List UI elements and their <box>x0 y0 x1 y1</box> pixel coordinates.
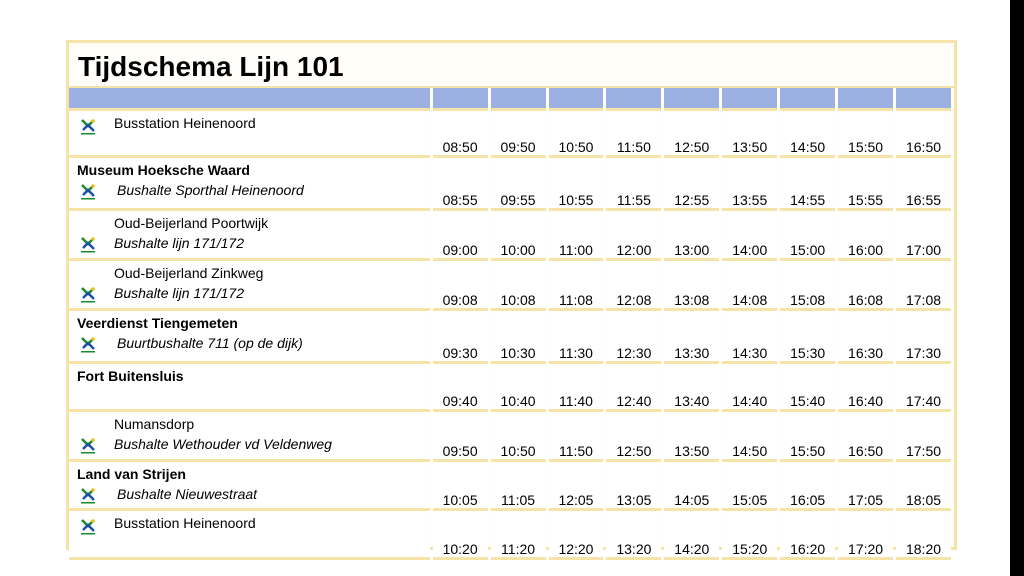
stop-name: Oud-Beijerland Poortwijk <box>114 215 269 231</box>
departure-time: 18:20 <box>896 511 951 560</box>
stop-sub-name: Bushalte lijn 171/172 <box>114 235 244 251</box>
table-row <box>69 462 951 511</box>
departure-time: 10:40 <box>491 364 546 412</box>
departure-time: 10:05 <box>433 462 488 511</box>
table-row <box>69 158 951 211</box>
departure-time: 15:00 <box>780 211 835 261</box>
departure-time: 09:55 <box>491 158 546 211</box>
departure-time: 11:05 <box>491 462 546 511</box>
departure-time: 15:50 <box>780 412 835 462</box>
header-cell-time <box>780 88 835 111</box>
departure-time: 17:30 <box>896 311 951 364</box>
bus-operator-logo-icon <box>78 517 98 537</box>
departure-time: 16:05 <box>780 462 835 511</box>
departure-time: 12:08 <box>606 261 661 311</box>
departure-time: 17:40 <box>896 364 951 412</box>
departure-time: 14:00 <box>722 211 777 261</box>
page-title: Tijdschema Lijn 101 <box>69 43 954 88</box>
table-row <box>69 511 951 560</box>
departure-time: 14:08 <box>722 261 777 311</box>
departure-time: 15:08 <box>780 261 835 311</box>
departure-time: 08:55 <box>433 158 488 211</box>
stop-cell <box>69 211 430 261</box>
stop-area-heading: Museum Hoeksche Waard <box>77 162 250 178</box>
departure-time: 12:50 <box>606 412 661 462</box>
departure-time: 14:20 <box>664 511 719 560</box>
table-row <box>69 211 951 261</box>
bus-operator-logo-icon <box>78 285 98 305</box>
departure-time: 15:30 <box>780 311 835 364</box>
stop-cell <box>69 261 430 311</box>
header-cell-time <box>722 88 777 111</box>
stop-name: Busstation Heinenoord <box>114 115 256 131</box>
header-cell-time <box>491 88 546 111</box>
departure-time: 13:08 <box>664 261 719 311</box>
departure-time: 12:20 <box>549 511 604 560</box>
departure-time: 13:50 <box>722 111 777 158</box>
timetable-sheet <box>66 40 957 557</box>
departure-time: 16:20 <box>780 511 835 560</box>
departure-time: 16:55 <box>896 158 951 211</box>
stop-area-heading: Fort Buitensluis <box>77 368 184 384</box>
departure-time: 14:50 <box>722 412 777 462</box>
departure-time: 11:40 <box>549 364 604 412</box>
stop-area-heading: Land van Strijen <box>77 466 186 482</box>
departure-time: 16:00 <box>838 211 893 261</box>
departure-time: 12:50 <box>664 111 719 158</box>
departure-time: 14:05 <box>664 462 719 511</box>
stop-sub-name: Bushalte Nieuwestraat <box>117 486 258 502</box>
timetable <box>66 88 954 560</box>
header-cell-time <box>549 88 604 111</box>
stop-cell <box>69 364 430 412</box>
departure-time: 15:40 <box>780 364 835 412</box>
header-cell-time <box>664 88 719 111</box>
table-row <box>69 261 951 311</box>
departure-time: 09:50 <box>433 412 488 462</box>
bus-operator-logo-icon <box>78 335 98 355</box>
bus-operator-logo-icon <box>78 117 98 137</box>
departure-time: 17:20 <box>838 511 893 560</box>
departure-time: 14:50 <box>780 111 835 158</box>
departure-time: 10:00 <box>491 211 546 261</box>
departure-time: 16:30 <box>838 311 893 364</box>
departure-time: 16:50 <box>838 412 893 462</box>
departure-time: 11:30 <box>549 311 604 364</box>
departure-time: 13:05 <box>606 462 661 511</box>
table-row <box>69 364 951 412</box>
departure-time: 09:00 <box>433 211 488 261</box>
departure-time: 12:40 <box>606 364 661 412</box>
header-cell-time <box>896 88 951 111</box>
departure-time: 14:40 <box>722 364 777 412</box>
departure-time: 15:20 <box>722 511 777 560</box>
departure-time: 13:50 <box>664 412 719 462</box>
stop-cell <box>69 311 430 364</box>
stop-cell <box>69 158 430 211</box>
departure-time: 11:50 <box>606 111 661 158</box>
header-cell-time <box>433 88 488 111</box>
departure-time: 09:30 <box>433 311 488 364</box>
departure-time: 16:50 <box>896 111 951 158</box>
stop-name: Numansdorp <box>114 416 195 432</box>
bus-operator-logo-icon <box>78 486 98 506</box>
departure-time: 16:08 <box>838 261 893 311</box>
stop-cell <box>69 462 430 511</box>
departure-time: 14:55 <box>780 158 835 211</box>
departure-time: 11:08 <box>549 261 604 311</box>
stop-sub-name: Bushalte Wethouder vd Veldenweg <box>114 436 332 452</box>
departure-time: 15:05 <box>722 462 777 511</box>
departure-time: 11:20 <box>491 511 546 560</box>
departure-time: 10:08 <box>491 261 546 311</box>
departure-time: 18:05 <box>896 462 951 511</box>
departure-time: 10:50 <box>491 412 546 462</box>
departure-time: 11:50 <box>549 412 604 462</box>
stop-sub-name: Buurtbushalte 711 (op de dijk) <box>117 335 303 351</box>
departure-time: 12:30 <box>606 311 661 364</box>
departure-time: 17:05 <box>838 462 893 511</box>
header-cell-stop <box>69 88 430 111</box>
stop-sub-name: Bushalte Sporthal Heinenoord <box>117 182 304 198</box>
header-row <box>69 88 951 111</box>
bus-operator-logo-icon <box>78 182 98 202</box>
departure-time: 12:00 <box>606 211 661 261</box>
stop-cell <box>69 511 430 560</box>
departure-time: 08:50 <box>433 111 488 158</box>
departure-time: 12:55 <box>664 158 719 211</box>
stop-sub-name: Bushalte lijn 171/172 <box>114 285 244 301</box>
departure-time: 09:40 <box>433 364 488 412</box>
departure-time: 13:40 <box>664 364 719 412</box>
table-row <box>69 311 951 364</box>
screen-edge <box>1010 0 1024 576</box>
departure-time: 13:55 <box>722 158 777 211</box>
departure-time: 15:50 <box>838 111 893 158</box>
departure-time: 10:50 <box>549 111 604 158</box>
departure-time: 13:20 <box>606 511 661 560</box>
departure-time: 10:30 <box>491 311 546 364</box>
departure-time: 17:00 <box>896 211 951 261</box>
stop-cell <box>69 111 430 158</box>
departure-time: 13:00 <box>664 211 719 261</box>
departure-time: 16:40 <box>838 364 893 412</box>
departure-time: 14:30 <box>722 311 777 364</box>
departure-time: 15:55 <box>838 158 893 211</box>
departure-time: 17:08 <box>896 261 951 311</box>
stop-name: Oud-Beijerland Zinkweg <box>114 265 264 281</box>
departure-time: 13:30 <box>664 311 719 364</box>
departure-time: 09:50 <box>491 111 546 158</box>
bus-operator-logo-icon <box>78 436 98 456</box>
header-cell-time <box>606 88 661 111</box>
table-row <box>69 111 951 158</box>
bus-operator-logo-icon <box>78 235 98 255</box>
departure-time: 10:55 <box>549 158 604 211</box>
stop-name: Busstation Heinenoord <box>114 515 256 531</box>
stop-cell <box>69 412 430 462</box>
departure-time: 10:20 <box>433 511 488 560</box>
header-cell-time <box>838 88 893 111</box>
departure-time: 17:50 <box>896 412 951 462</box>
stop-area-heading: Veerdienst Tiengemeten <box>77 315 238 331</box>
departure-time: 12:05 <box>549 462 604 511</box>
departure-time: 11:00 <box>549 211 604 261</box>
table-row <box>69 412 951 462</box>
departure-time: 09:08 <box>433 261 488 311</box>
departure-time: 11:55 <box>606 158 661 211</box>
